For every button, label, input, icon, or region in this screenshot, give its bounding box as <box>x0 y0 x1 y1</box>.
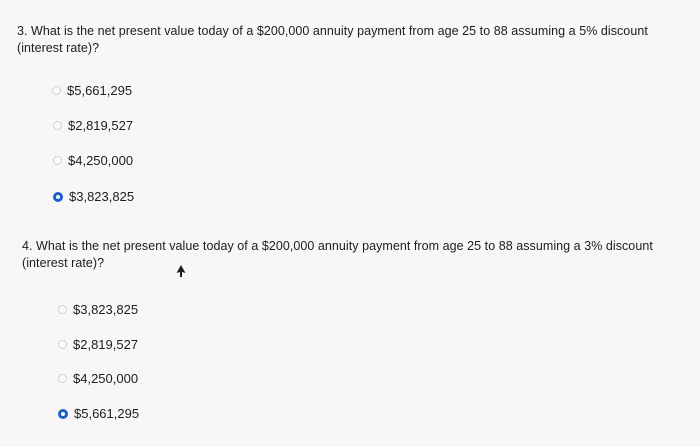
radio-selected-icon[interactable] <box>53 192 63 202</box>
radio-selected-icon[interactable] <box>58 409 68 419</box>
question-4-option-2[interactable] <box>58 337 138 352</box>
question-4-option-3[interactable] <box>58 371 138 386</box>
option-label: $2,819,527 <box>68 118 134 133</box>
option-label: $2,819,527 <box>73 337 139 352</box>
question-3-text: 3. What is the net present value today of a $200,000 annuity payment from age 25 to 88 assuming a 5% discount (interest rate)? <box>17 24 648 55</box>
mouse-pointer-icon <box>176 265 186 277</box>
question-4-option-4[interactable] <box>58 406 139 421</box>
question-3-option-2[interactable] <box>53 118 133 133</box>
radio-icon[interactable] <box>58 340 67 349</box>
question-4-text: 4. What is the net present value today of a $200,000 annuity payment from age 25 to 88 assuming a 3% discount (interest rate)? <box>22 239 653 270</box>
option-label: $3,823,825 <box>69 189 135 204</box>
radio-icon[interactable] <box>58 305 67 314</box>
radio-icon[interactable] <box>53 156 62 165</box>
question-3-option-1[interactable] <box>52 83 132 98</box>
radio-icon[interactable] <box>58 374 67 383</box>
question-3-option-3[interactable] <box>53 153 133 168</box>
option-label: $4,250,000 <box>73 371 139 386</box>
radio-icon[interactable] <box>53 121 62 130</box>
option-label: $3,823,825 <box>73 302 139 317</box>
option-label: $5,661,295 <box>74 406 140 421</box>
option-label: $4,250,000 <box>68 153 134 168</box>
option-label: $5,661,295 <box>67 83 133 98</box>
radio-icon[interactable] <box>52 86 61 95</box>
question-3-option-4[interactable] <box>53 189 134 204</box>
question-4-option-1[interactable] <box>58 302 138 317</box>
